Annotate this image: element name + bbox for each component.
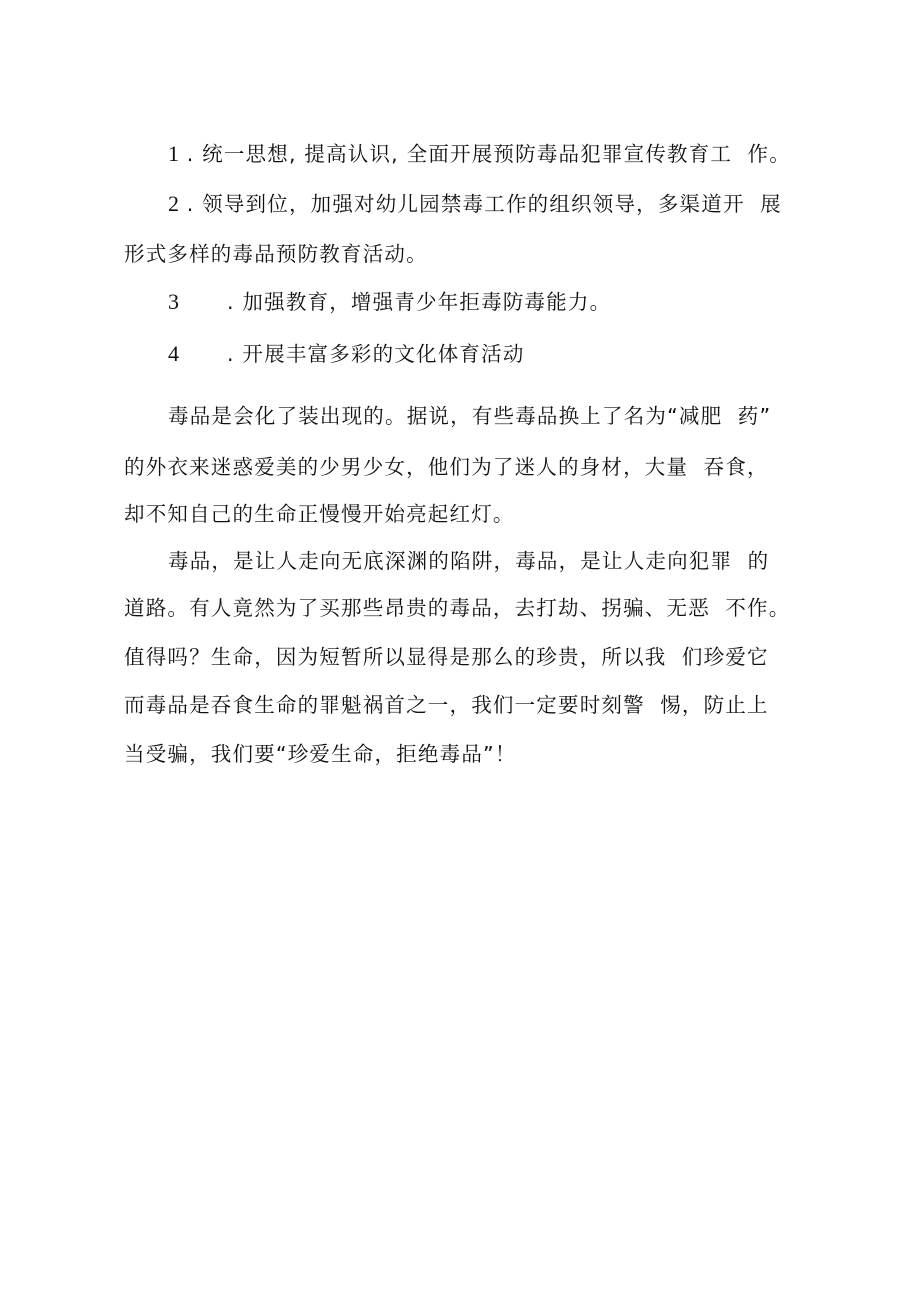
- list-item-2-continuation: 形式多样的毒品预防教育活动。: [124, 242, 428, 266]
- list-item-4: [168, 339, 525, 369]
- list-number: 2: [168, 191, 179, 216]
- list-number: 3: [168, 289, 179, 314]
- list-item-1: [168, 139, 791, 169]
- paragraph-1-line-2: 的外衣来迷惑爱美的少男少女，他们为了迷人的身材，大量 吞食，: [124, 455, 769, 479]
- paragraph-2-line-3: 值得吗？生命，因为短暂所以显得是那么的珍贵，所以我 们珍爱它: [124, 645, 769, 669]
- paragraph-2-line-2: 道路。有人竟然为了买那些昂贵的毒品，去打劫、拐骗、无恶 不作。: [124, 596, 791, 620]
- list-item-2: [168, 189, 782, 219]
- list-item-text: . 统一思想, 提高认识, 全面开展预防毒品犯罪宣传教育工 作。: [186, 142, 791, 166]
- paragraph-2-line-4: 而毒品是吞食生命的罪魁祸首之一，我们一定要时刻警 惕，防止上: [124, 693, 769, 717]
- list-item-text: . 开展丰富多彩的文化体育活动: [227, 342, 525, 366]
- paragraph-2-line-5: 当受骗，我们要“珍爱生命，拒绝毒品”！: [124, 742, 517, 766]
- paragraph-2-line-1: 毒品，是让人走向无底深渊的陷阱，毒品，是让人走向犯罪 的: [168, 549, 770, 573]
- list-item-text: . 加强教育，增强青少年拒毒防毒能力。: [227, 290, 612, 314]
- paragraph-1-line-3: 却不知自己的生命正慢慢开始亮起红灯。: [124, 502, 515, 526]
- list-number: 4: [168, 341, 179, 366]
- list-number: 1: [168, 141, 179, 166]
- list-item-3: [168, 287, 611, 317]
- paragraph-1-line-1: 毒品是会化了装出现的。据说，有些毒品换上了名为“减肥 药”: [168, 404, 772, 428]
- list-item-text: . 领导到位，加强对幼儿园禁毒工作的组织领导，多渠道开 展: [186, 192, 782, 216]
